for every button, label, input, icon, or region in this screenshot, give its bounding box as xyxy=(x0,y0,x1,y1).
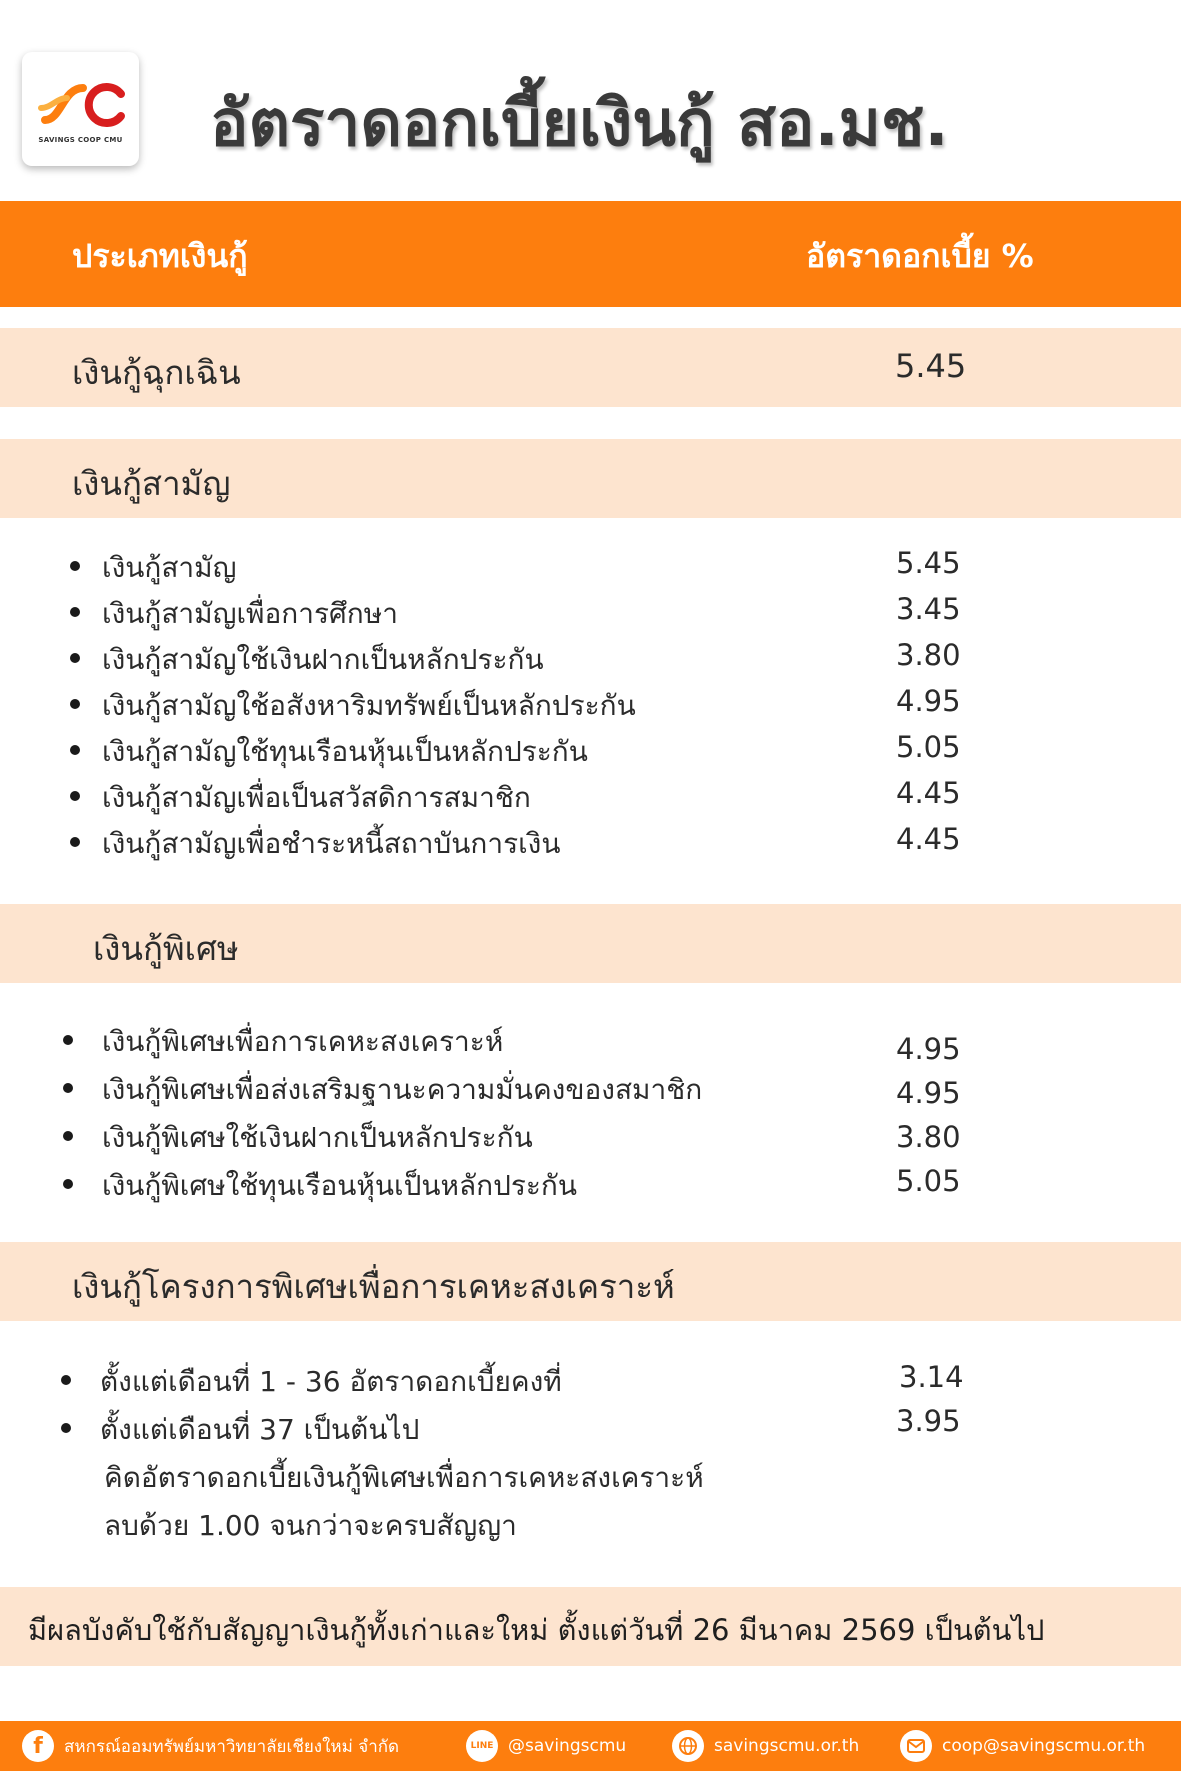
footer-email[interactable] xyxy=(900,1729,1145,1763)
section-label: เงินกู้โครงการพิเศษเพื่อการเคหะสงเคราะห์ xyxy=(72,1267,675,1306)
logo-text: SAVINGS COOP CMU xyxy=(38,136,123,144)
facebook-name: สหกรณ์ออมทรัพย์มหาวิทยาลัยเชียงใหม่ จำกัด xyxy=(64,1736,400,1757)
list-item xyxy=(0,1020,1181,1066)
list-item xyxy=(0,776,1181,816)
facebook-icon: f xyxy=(22,1730,54,1762)
website-url: savingscmu.or.th xyxy=(714,1736,860,1756)
section-label: เงินกู้สามัญ xyxy=(72,464,231,503)
loan-rate: 4.95 xyxy=(896,684,961,718)
list-item xyxy=(0,822,1181,862)
line-id: @savingscmu xyxy=(508,1736,627,1756)
loan-name: เงินกู้สามัญใช้ทุนเรือนหุ้นเป็นหลักประกัน xyxy=(102,735,588,768)
bullet-icon xyxy=(70,791,80,801)
list-item xyxy=(0,546,1181,586)
bullet-icon xyxy=(70,653,80,663)
loan-rate: 3.45 xyxy=(896,592,961,626)
loan-name: ตั้งแต่เดือนที่ 1 - 36 อัตราดอกเบี้ยคงที่ xyxy=(100,1365,562,1398)
footer-line[interactable] xyxy=(466,1729,626,1763)
list-item xyxy=(0,730,1181,770)
loan-name: เงินกู้พิเศษใช้ทุนเรือนหุ้นเป็นหลักประกัน xyxy=(102,1169,578,1202)
bullet-icon xyxy=(61,1423,71,1433)
section-rate: 5.45 xyxy=(895,347,967,385)
page-title: อัตราดอกเบี้ยเงินกู้ สอ.มช. xyxy=(210,87,949,161)
bullet-icon xyxy=(63,1179,73,1189)
section-special xyxy=(0,904,1181,983)
table-header xyxy=(0,201,1181,307)
loan-name: เงินกู้สามัญเพื่อเป็นสวัสดิการสมาชิก xyxy=(102,781,531,814)
section-label: เงินกู้พิเศษ xyxy=(93,929,239,968)
effective-notice-text: มีผลบังคับใช้กับสัญญาเงินกู้ทั้งเก่าและใหม่ ตั้งแต่วันที่ 26 มีนาคม 2569 เป็นต้นไป xyxy=(28,1613,1045,1647)
loan-name: เงินกู้สามัญใช้เงินฝากเป็นหลักประกัน xyxy=(102,643,544,676)
loan-rate: 4.95 xyxy=(896,1032,961,1066)
bullet-icon xyxy=(63,1035,73,1045)
email-address: coop@savingscmu.or.th xyxy=(942,1736,1146,1756)
bullet-icon xyxy=(70,607,80,617)
bullet-icon xyxy=(63,1131,73,1141)
section-housing-project xyxy=(0,1242,1181,1321)
bullet-icon xyxy=(63,1083,73,1093)
bullet-icon xyxy=(61,1375,71,1385)
loan-name: เงินกู้พิเศษเพื่อการเคหะสงเคราะห์ xyxy=(102,1025,504,1058)
loan-name: เงินกู้พิเศษเพื่อส่งเสริมฐานะความมั่นคงของสมาชิก xyxy=(102,1073,703,1106)
bullet-icon xyxy=(70,837,80,847)
section-emergency xyxy=(0,328,1181,407)
footer xyxy=(0,1721,1181,1771)
loan-rate: 4.45 xyxy=(896,822,961,856)
loan-rate: 4.95 xyxy=(896,1076,961,1110)
globe-icon xyxy=(672,1730,704,1762)
loan-rate: 3.80 xyxy=(896,1120,961,1154)
loan-name: เงินกู้สามัญ xyxy=(102,551,237,584)
list-item xyxy=(0,684,1181,724)
column-header-loan-type: ประเภทเงินกู้ xyxy=(72,237,248,275)
line-icon: LINE xyxy=(466,1730,498,1762)
loan-rate: 3.95 xyxy=(896,1404,961,1438)
loan-rate: 5.05 xyxy=(896,730,961,764)
loan-name: ตั้งแต่เดือนที่ 37 เป็นต้นไป xyxy=(100,1413,420,1446)
note-line: ลบด้วย 1.00 จนกว่าจะครบสัญญา xyxy=(104,1509,517,1542)
loan-name: เงินกู้สามัญใช้อสังหาริมทรัพย์เป็นหลักประกัน xyxy=(102,689,636,722)
loan-rate: 4.45 xyxy=(896,776,961,810)
loan-name: เงินกู้พิเศษใช้เงินฝากเป็นหลักประกัน xyxy=(102,1121,533,1154)
loan-rate: 5.45 xyxy=(896,546,961,580)
footer-facebook[interactable] xyxy=(22,1729,399,1763)
loan-name: เงินกู้สามัญเพื่อชำระหนี้สถาบันการเงิน xyxy=(102,827,561,860)
bullet-icon xyxy=(70,561,80,571)
column-header-rate: อัตราดอกเบี้ย % xyxy=(806,237,1034,275)
loan-rate: 3.14 xyxy=(899,1360,964,1394)
section-label: เงินกู้ฉุกเฉิน xyxy=(72,353,241,392)
effective-notice xyxy=(0,1587,1181,1666)
loan-rate: 5.05 xyxy=(896,1164,961,1198)
list-item xyxy=(0,638,1181,678)
loan-name: เงินกู้สามัญเพื่อการศึกษา xyxy=(102,597,398,630)
list-item xyxy=(0,1068,1181,1108)
coop-logo-icon xyxy=(33,74,128,134)
list-item xyxy=(0,1116,1181,1156)
note-line: คิดอัตราดอกเบี้ยเงินกู้พิเศษเพื่อการเคหะสงเคราะห์ xyxy=(104,1461,704,1494)
footer-website[interactable] xyxy=(672,1729,859,1763)
bullet-icon xyxy=(70,745,80,755)
loan-rate: 3.80 xyxy=(896,638,961,672)
bullet-icon xyxy=(70,699,80,709)
list-item xyxy=(0,592,1181,632)
logo xyxy=(22,52,139,166)
list-item xyxy=(0,1404,1181,1448)
list-item xyxy=(0,1360,1181,1400)
mail-icon xyxy=(900,1730,932,1762)
list-item xyxy=(0,1164,1181,1204)
section-ordinary xyxy=(0,439,1181,518)
